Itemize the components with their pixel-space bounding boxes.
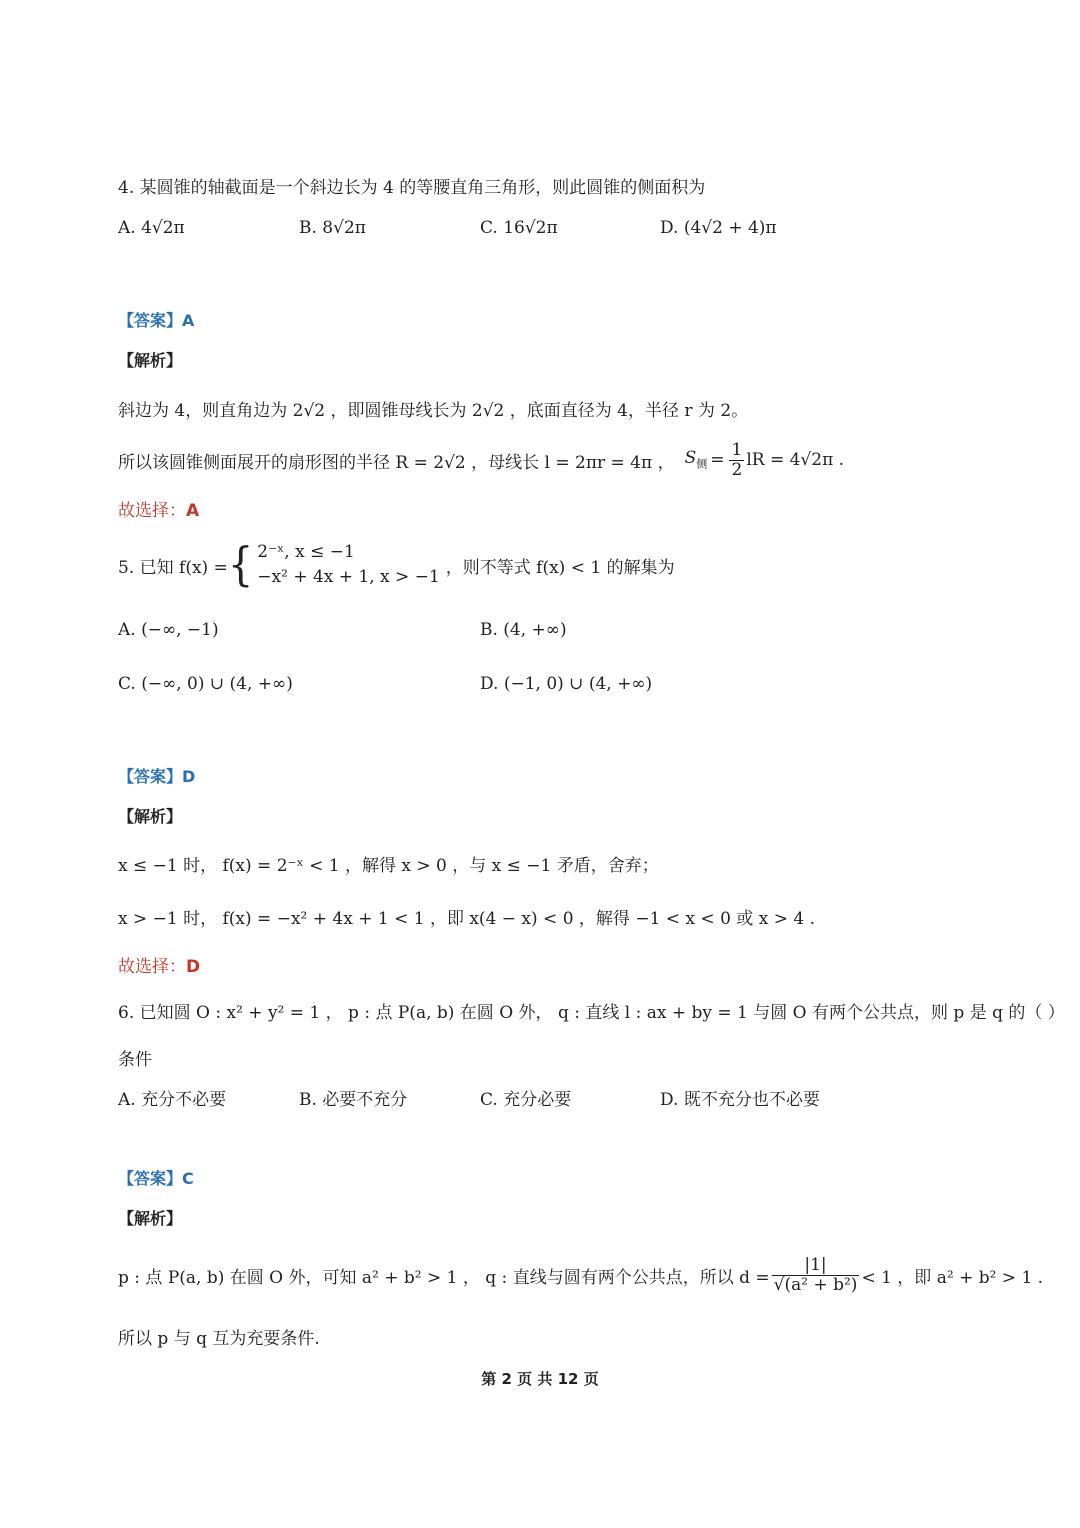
q5-option-d: D. (−1, 0) ∪ (4, +∞) bbox=[480, 674, 653, 694]
q5-answer-label: 【答案】D bbox=[118, 767, 196, 786]
q4-analysis-label: 【解析】 bbox=[118, 351, 183, 370]
q5-stem-a: 5. 已知 f(x) = bbox=[118, 557, 228, 578]
q4-choose-prefix: 故选择： bbox=[118, 501, 186, 521]
brace-icon: { bbox=[227, 538, 254, 592]
q6-answer-label: 【答案】C bbox=[118, 1169, 194, 1188]
q5-analysis-label: 【解析】 bbox=[118, 807, 183, 826]
q6-stem: 6. 已知圆 O : x² + y² = 1 ， p : 点 P(a, b) 在圆 O 外， q : 直线 l : ax + by = 1 与圆 O 有两个公共点，则 p 是 q 的（ ） bbox=[118, 1003, 1065, 1023]
q4-line2-s: S bbox=[684, 448, 697, 469]
q6-analysis-line2: 所以 p 与 q 互为充要条件. bbox=[118, 1329, 320, 1349]
q4-analysis-line2 bbox=[118, 438, 844, 482]
q4-option-a: A. 4√2π bbox=[118, 218, 185, 238]
q5-stem bbox=[118, 535, 675, 595]
q4-options bbox=[118, 218, 918, 248]
q6-line1-b: < 1 ，即 a² + b² > 1 . bbox=[861, 1267, 1044, 1288]
q5-analysis-line1: x ≤ −1 时， f(x) = 2⁻ˣ < 1 ，解得 x > 0 ，与 x ≤ −1 矛盾，舍弃； bbox=[118, 856, 659, 876]
q6-option-d: D. 既不充分也不必要 bbox=[660, 1090, 820, 1110]
q4-line2-text: 所以该圆锥侧面展开的扇形图的半径 R = 2√2 ，母线长 l = 2πr = 4π ， bbox=[118, 452, 675, 473]
q5-choose-prefix: 故选择： bbox=[118, 957, 186, 977]
q4-stem: 4. 某圆锥的轴截面是一个斜边长为 4 的等腰直角三角形，则此圆锥的侧面积为 bbox=[118, 178, 706, 198]
q4-line2-eq: = bbox=[710, 450, 725, 470]
q6-options bbox=[118, 1085, 918, 1115]
q6-line1-fraction bbox=[772, 1256, 860, 1294]
q4-frac-den: 2 bbox=[731, 459, 743, 480]
q4-option-b: B. 8√2π bbox=[299, 218, 366, 238]
q6-option-c: C. 充分必要 bbox=[480, 1090, 572, 1110]
q5-choose-letter: D bbox=[186, 957, 201, 977]
q4-analysis-line1: 斜边为 4，则直角边为 2√2 ，即圆锥母线长为 2√2 ，底面直径为 4，半径 r 为 2。 bbox=[118, 401, 749, 421]
q4-frac-num: 1 bbox=[731, 439, 743, 460]
q4-line2-sub: 侧 bbox=[696, 457, 708, 471]
q5-choose bbox=[118, 952, 200, 977]
q6-line1-a: p : 点 P(a, b) 在圆 O 外，可知 a² + b² > 1 ， q : 直线与圆有两个公共点，所以 d = bbox=[118, 1267, 770, 1288]
q5-piecewise bbox=[257, 540, 439, 589]
q6-analysis-line1 bbox=[118, 1250, 1043, 1300]
q4-line2-tail: lR = 4√2π . bbox=[746, 450, 845, 470]
q5-option-a: A. (−∞, −1) bbox=[118, 620, 219, 640]
q6-option-b: B. 必要不充分 bbox=[299, 1090, 408, 1110]
page-footer: 第 2 页 共 12 页 bbox=[481, 1370, 599, 1388]
q5-option-c: C. (−∞, 0) ∪ (4, +∞) bbox=[118, 674, 293, 694]
q6-stem2: 条件 bbox=[118, 1050, 152, 1070]
q5-piece1: 2⁻ˣ, x ≤ −1 bbox=[257, 542, 355, 563]
q4-line2-fraction bbox=[729, 441, 744, 479]
q5-analysis-line2: x > −1 时， f(x) = −x² + 4x + 1 < 1 ，即 x(4 − x) < 0 ，解得 −1 < x < 0 或 x > 4 . bbox=[118, 909, 815, 929]
q4-choose-letter: A bbox=[186, 501, 200, 521]
q4-choose bbox=[118, 496, 199, 521]
q6-option-a: A. 充分不必要 bbox=[118, 1090, 227, 1110]
q5-options-row1 bbox=[118, 620, 918, 650]
q5-options-row2 bbox=[118, 674, 918, 704]
q5-piece2: −x² + 4x + 1, x > −1 bbox=[257, 567, 440, 587]
q6-frac-num: |1| bbox=[772, 1256, 860, 1276]
q4-answer-label: 【答案】A bbox=[118, 311, 195, 330]
q6-frac-den: √(a² + b²) bbox=[773, 1274, 858, 1295]
q4-option-d: D. (4√2 + 4)π bbox=[660, 218, 777, 238]
q6-analysis-label: 【解析】 bbox=[118, 1209, 183, 1228]
q5-option-b: B. (4, +∞) bbox=[480, 620, 567, 640]
q4-option-c: C. 16√2π bbox=[480, 218, 558, 238]
q5-stem-b: ，则不等式 f(x) < 1 的解集为 bbox=[445, 557, 675, 578]
